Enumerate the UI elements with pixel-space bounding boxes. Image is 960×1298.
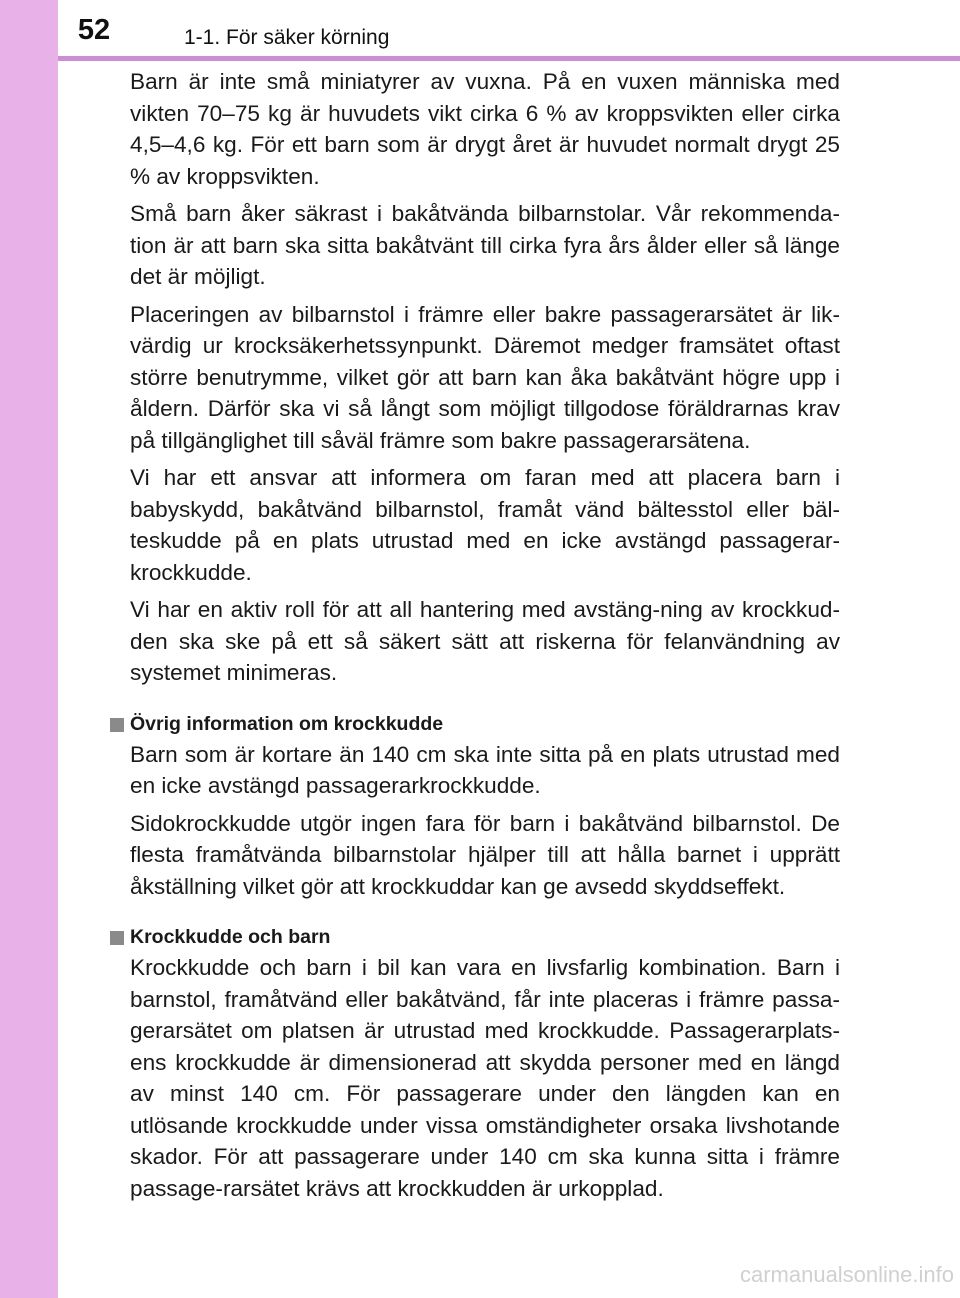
body-paragraph: Barn är inte små miniatyrer av vuxna. På en vuxen människa med vikten 70–75 kg är huvudets vikt cirka 6 % av kroppsvikten eller cirka 4,5–4,6 kg. För ett barn som är drygt året är huvudet normalt drygt 25 % av kroppsvikten. [130, 69, 840, 189]
section-title: 1-1. För säker körning [184, 26, 390, 49]
page-number: 52 [77, 14, 111, 46]
heading-square-icon [110, 718, 124, 732]
page-content [130, 66, 840, 1210]
body-paragraph: Placeringen av bilbarnstol i främre eller bakre passagerarsätet är lik-värdig ur krocksäkerhetssynpunkt. Däremot medger framsätet oftast större benutrymme, vilket gör att barn kan åka bakåtvänt högre upp i åldern. Därför ska vi så långt som möjligt tillgodose föräldrarnas krav på tillgänglighet till såväl främre som bakre passagerarsätena. [130, 301, 840, 453]
body-paragraph: Vi har ett ansvar att informera om faran med att placera barn i babyskydd, bakåtvänd bilbarnstol, framåt vänd bältesstol eller bäl-teskudde på en plats utrustad med en icke avstängd passagerar-krockkudde. [130, 465, 840, 585]
body-paragraph: Sidokrockkudde utgör ingen fara för barn i bakåtvänd bilbarnstol. De flesta framåtvända bilbarnstolar hjälper till att hålla barnet i upprätt åkställning vilket gör att krockkuddar kan ge avsedd skyddseffekt. [130, 810, 840, 899]
chapter-side-tab [0, 0, 58, 1298]
section-heading-label: Övrig information om krockkudde [130, 712, 444, 735]
header-divider [58, 56, 960, 61]
body-paragraph: Barn som är kortare än 140 cm ska inte sitta på en plats utrustad med en icke avstängd passagerarkrockkudde. [130, 741, 840, 798]
body-paragraph: Krockkudde och barn i bil kan vara en livsfarlig kombination. Barn i barnstol, framåtvänd eller bakåtvänd, får inte placeras i främre passa-gerarsätet om platsen är utrustad med krockkudde. Passagerarplats-ens krockkudde är dimensionerad att skydda personer med en längd av minst 140 cm. För passagerare under den längden kan en utlösande krockkudde under vissa omständigheter orsaka livshotande skador. För att passagerare under 140 cm ska kunna sitta i främre passage-rarsätet krävs att krockkudden är urkopplad. [130, 955, 840, 1201]
body-paragraph: Små barn åker säkrast i bakåtvända bilbarnstolar. Vår rekommenda-tion är att barn ska sitta bakåtvänt till cirka fyra års ålder eller så länge det är möjligt. [130, 201, 840, 289]
watermark: carmanualsonline.info [739, 1262, 954, 1287]
heading-square-icon [110, 931, 124, 945]
section-heading-airbag-and-children [130, 922, 840, 952]
body-paragraph: Vi har en aktiv roll för att all hantering med avstäng-ning av krockkud-den ska ske på ett så säkert sätt att riskerna för felanvändning av systemet minimeras. [130, 597, 840, 685]
section-heading-other-airbag-info [130, 709, 840, 739]
section-heading-label: Krockkudde och barn [130, 926, 331, 948]
